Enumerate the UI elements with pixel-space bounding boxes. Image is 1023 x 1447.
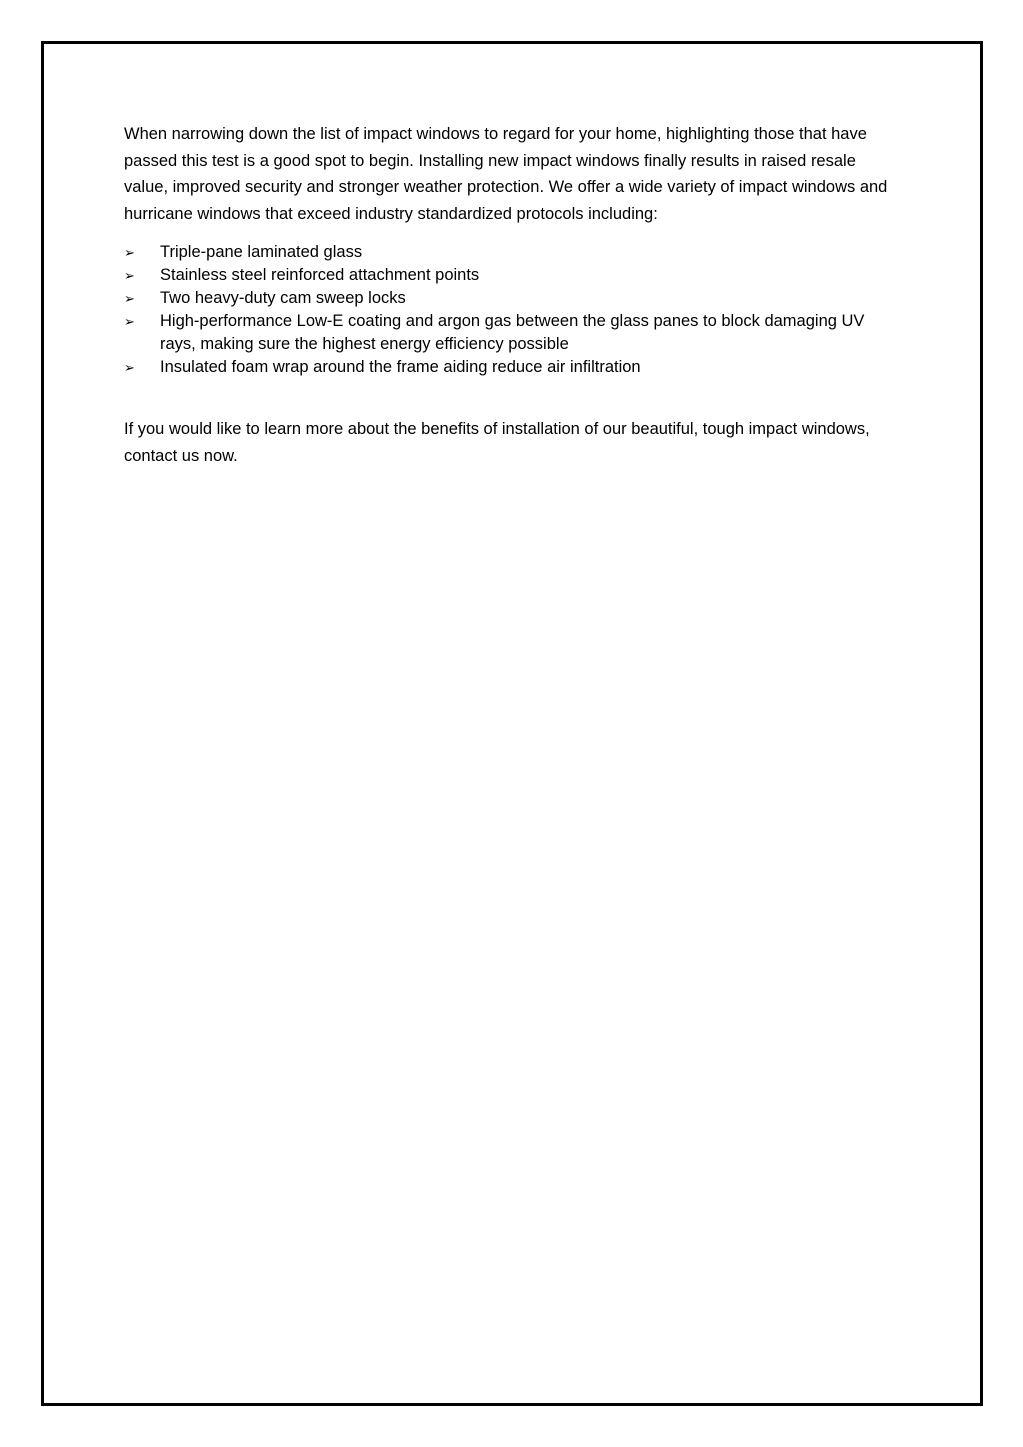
arrowhead-bullet-icon: ➢ bbox=[124, 314, 135, 329]
list-item bbox=[124, 264, 904, 287]
list-item-text: Insulated foam wrap around the frame aiding reduce air infiltration bbox=[160, 358, 641, 376]
intro-paragraph: When narrowing down the list of impact windows to regard for your home, highlighting those that have passed this test is a good spot to begin. Installing new impact windows finally results in raised resale value, improved security and stronger weather protection. We offer a wide variety of impact windows and hurricane windows that exceed industry standardized protocols including: bbox=[124, 125, 888, 223]
list-item bbox=[124, 241, 904, 264]
closing-paragraph: If you would like to learn more about the benefits of installation of our beautiful, tough impact windows, contact us now. bbox=[124, 420, 870, 465]
arrowhead-bullet-icon: ➢ bbox=[124, 245, 135, 260]
arrowhead-bullet-icon: ➢ bbox=[124, 291, 135, 306]
document-body bbox=[124, 121, 904, 470]
list-item bbox=[124, 310, 904, 356]
list-item bbox=[124, 287, 904, 310]
list-item-text: High-performance Low-E coating and argon gas between the glass panes to block damaging UV rays, making sure the highest energy efficiency possible bbox=[160, 312, 865, 353]
list-item-text: Two heavy-duty cam sweep locks bbox=[160, 289, 406, 307]
list-item-text: Triple-pane laminated glass bbox=[160, 243, 363, 261]
arrowhead-bullet-icon: ➢ bbox=[124, 268, 135, 283]
feature-list bbox=[124, 241, 904, 379]
arrowhead-bullet-icon: ➢ bbox=[124, 360, 135, 375]
list-item bbox=[124, 356, 904, 379]
list-item-text: Stainless steel reinforced attachment points bbox=[160, 266, 480, 284]
